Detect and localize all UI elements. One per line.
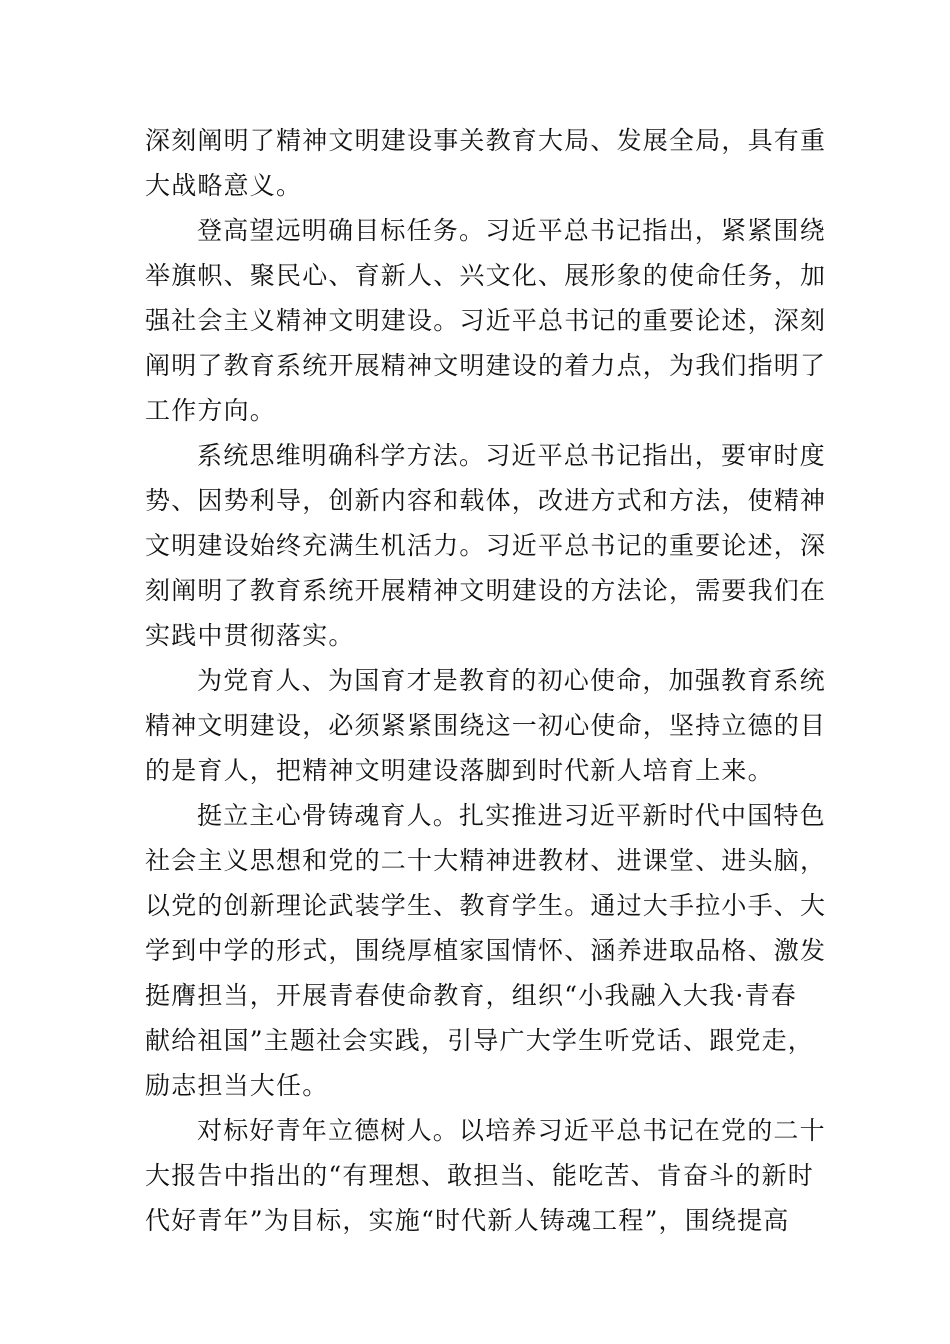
text-line: 大报告中指出的“有理想、敢担当、能吃苦、肯奋斗的新时 [145, 1161, 814, 1190]
paragraph-start-line: 系统思维明确科学方法。习近平总书记指出，要审时度 [197, 441, 826, 470]
text-line: 举旗帜、聚民心、育新人、兴文化、展形象的使命任务，加 [145, 261, 827, 290]
text-line: 学到中学的形式，围绕厚植家国情怀、涵养进取品格、激发 [145, 936, 827, 965]
text-line: 挺膺担当，开展青春使命教育，组织“小我融入大我·青春 [145, 981, 797, 1010]
text-line: 实践中贯彻落实。 [145, 621, 355, 650]
text-line: 代好青年”为目标，实施“时代新人铸魂工程”，围绕提高 [145, 1206, 790, 1235]
text-line: 献给祖国”主题社会实践，引导广大学生听党话、跟党走， [145, 1026, 814, 1055]
text-line: 的是育人，把精神文明建设落脚到时代新人培育上来。 [145, 756, 774, 785]
paragraph-start-line: 登高望远明确目标任务。习近平总书记指出，紧紧围绕 [197, 216, 826, 245]
text-line: 社会主义思想和党的二十大精神进教材、进课堂、进头脑， [145, 846, 827, 875]
text-line: 精神文明建设，必须紧紧围绕这一初心使命，坚持立德的目 [145, 711, 827, 740]
paragraph-start-line: 为党育人、为国育才是教育的初心使命，加强教育系统 [197, 666, 826, 695]
text-line: 文明建设始终充满生机活力。习近平总书记的重要论述，深 [145, 531, 827, 560]
text-line: 强社会主义精神文明建设。习近平总书记的重要论述，深刻 [145, 306, 827, 335]
text-line: 工作方向。 [145, 396, 277, 425]
text-line: 深刻阐明了精神文明建设事关教育大局、发展全局，具有重 [145, 126, 827, 155]
paragraph-start-line: 挺立主心骨铸魂育人。扎实推进习近平新时代中国特色 [197, 801, 826, 830]
text-line: 阐明了教育系统开展精神文明建设的着力点，为我们指明了 [145, 351, 827, 380]
text-line: 励志担当大任。 [145, 1071, 329, 1100]
text-line: 大战略意义。 [145, 171, 303, 200]
text-line: 以党的创新理论武装学生、教育学生。通过大手拉小手、大 [145, 891, 827, 920]
text-line: 刻阐明了教育系统开展精神文明建设的方法论，需要我们在 [145, 576, 827, 605]
body-text [145, 118, 827, 1243]
paragraph-start-line: 对标好青年立德树人。以培养习近平总书记在党的二十 [197, 1116, 826, 1145]
text-line: 势、因势利导，创新内容和载体，改进方式和方法，使精神 [145, 486, 827, 515]
